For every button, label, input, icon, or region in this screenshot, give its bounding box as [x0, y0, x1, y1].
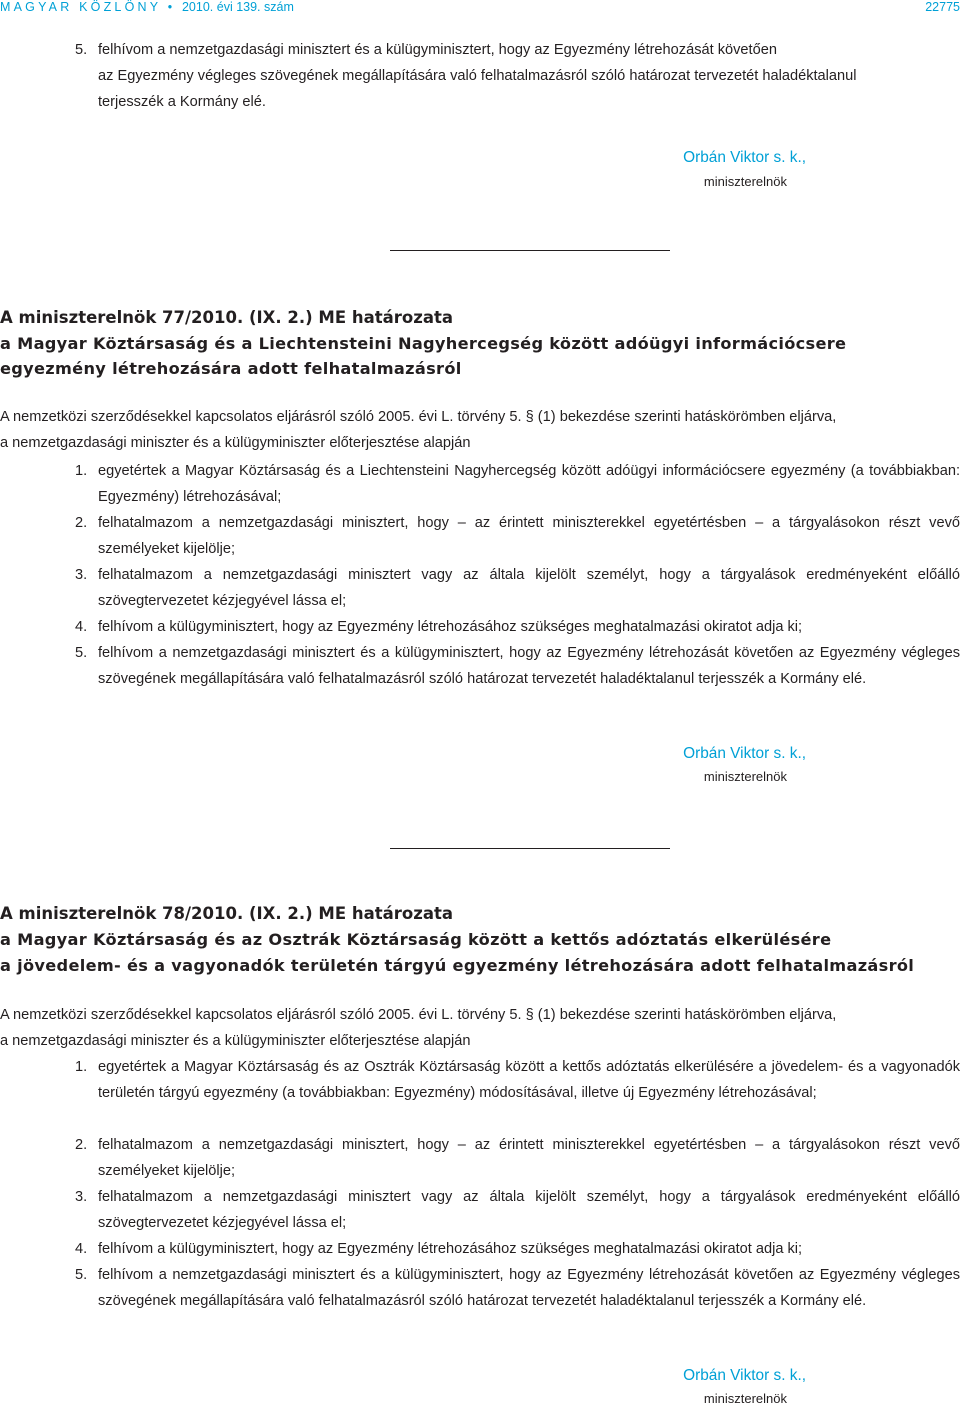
decision-title: A miniszterelnök 77/2010. (IX. 2.) ME határozata	[0, 308, 453, 327]
section-divider	[390, 848, 670, 849]
item-text: felhatalmazom a nemzetgazdasági minisztert vagy az általa kijelölt személyt, hogy a tárgyalások eredményeként előálló szövegtervezetet kézjegyével lássa el;	[98, 1189, 960, 1231]
item-text: felhatalmazom a nemzetgazdasági minisztert vagy az általa kijelölt személyt, hogy a tárgyalások eredményeként előálló szövegtervezetet kézjegyével lássa el;	[98, 567, 960, 609]
intro-line: A nemzetközi szerződésekkel kapcsolatos eljárásról szóló 2005. évi L. törvény 5. § (1) bekezdése szerinti hatáskörömben eljárva,	[0, 409, 837, 425]
decision-intro	[0, 1002, 960, 1054]
decision-title: A miniszterelnök 78/2010. (IX. 2.) ME határozata	[0, 904, 453, 923]
item-number: 3.	[75, 1189, 88, 1205]
item-text: felhatalmazom a nemzetgazdasági minisztert, hogy – az érintett miniszterekkel egyetértésben – a tárgyalásokon részt vevő személyeket kijelölje;	[98, 515, 960, 557]
item-number: 5.	[75, 645, 88, 661]
item-number: 1.	[75, 463, 88, 479]
item-number: 5.	[75, 42, 88, 58]
decision-subtitle-line: a Magyar Köztársaság és az Osztrák Köztársaság között a kettős adóztatás elkerülésére	[0, 930, 832, 949]
intro-line: A nemzetközi szerződésekkel kapcsolatos eljárásról szóló 2005. évi L. törvény 5. § (1) bekezdése szerinti hatáskörömben eljárva,	[0, 1007, 837, 1023]
item-number: 1.	[75, 1059, 88, 1075]
page-number: 22775	[925, 0, 960, 14]
item-text-line: felhívom a nemzetgazdasági minisztert és a külügyminisztert, hogy az Egyezmény létrehozását követően	[98, 42, 777, 58]
item-number: 2.	[75, 515, 88, 531]
signature-title: miniszterelnök	[703, 1391, 787, 1406]
item-text-line: terjesszék a Kormány elé.	[98, 94, 266, 110]
signature-title: miniszterelnök	[703, 174, 787, 189]
item-text	[98, 37, 960, 115]
decision-intro	[0, 404, 960, 456]
section-divider	[390, 250, 670, 251]
item-text: felhívom a nemzetgazdasági minisztert és a külügyminisztert, hogy az Egyezmény létrehozását követően az Egyezmény végleges szövegének megállapítására való felhatalmazásról szóló határozat tervezetét haladéktalanul terjesszék a Kormány elé.	[98, 645, 960, 687]
publication-name: MAGYAR KÖZLÖNY	[0, 0, 162, 14]
item-text: egyetértek a Magyar Köztársaság és az Osztrák Köztársaság között a kettős adóztatás elkerülésére a jövedelem- és a vagyonadók területén tárgyú egyezmény (a továbbiakban: Egyezmény) módosításával, illetve új Egyezmény létrehozásával;	[98, 1059, 960, 1101]
intro-line: a nemzetgazdasági miniszter és a külügyminiszter előterjesztése alapján	[0, 1033, 471, 1049]
running-header	[0, 0, 960, 16]
header-separator: •	[167, 0, 176, 14]
decision-subtitle-line: a jövedelem- és a vagyonadók területén tárgyú egyezmény létrehozására adott felhatalmazásról	[0, 956, 915, 975]
publication-header	[0, 0, 294, 14]
item-text: felhívom a külügyminisztert, hogy az Egyezmény létrehozásához szükséges meghatalmazási okiratot adja ki;	[98, 619, 803, 635]
signature-name: Orbán Viktor s. k.,	[683, 1367, 806, 1384]
decision-subtitle-line: egyezmény létrehozására adott felhatalmazásról	[0, 359, 462, 378]
item-number: 4.	[75, 619, 88, 635]
intro-line: a nemzetgazdasági miniszter és a külügyminiszter előterjesztése alapján	[0, 435, 471, 451]
item-text: felhívom a nemzetgazdasági minisztert és a külügyminisztert, hogy az Egyezmény létrehozását követően az Egyezmény végleges szövegének megállapítására való felhatalmazásról szóló határozat tervezetét haladéktalanul terjesszék a Kormány elé.	[98, 1267, 960, 1309]
signature-name: Orbán Viktor s. k.,	[683, 149, 806, 166]
item-number: 4.	[75, 1241, 88, 1257]
item-text: felhatalmazom a nemzetgazdasági minisztert, hogy – az érintett miniszterekkel egyetértésben – a tárgyalásokon részt vevő személyeket kijelölje;	[98, 1137, 960, 1179]
item-text: egyetértek a Magyar Köztársaság és a Liechtensteini Nagyhercegség között adóügyi információcsere egyezmény (a továbbiakban: Egyezmény) létrehozásával;	[98, 463, 960, 505]
item-number: 5.	[75, 1267, 88, 1283]
signature-name: Orbán Viktor s. k.,	[683, 745, 806, 762]
item-number: 2.	[75, 1137, 88, 1153]
item-number: 3.	[75, 567, 88, 583]
decision-subtitle-line: a Magyar Köztársaság és a Liechtensteini Nagyhercegség között adóügyi információcsere	[0, 334, 847, 353]
item-text: felhívom a külügyminisztert, hogy az Egyezmény létrehozásához szükséges meghatalmazási okiratot adja ki;	[98, 1241, 803, 1257]
item-text-line: az Egyezmény végleges szövegének megállapítására való felhatalmazásról szóló határozat tervezetét haladéktalanul	[98, 68, 857, 84]
signature-title: miniszterelnök	[703, 769, 787, 784]
issue-label: 2010. évi 139. szám	[181, 0, 294, 14]
